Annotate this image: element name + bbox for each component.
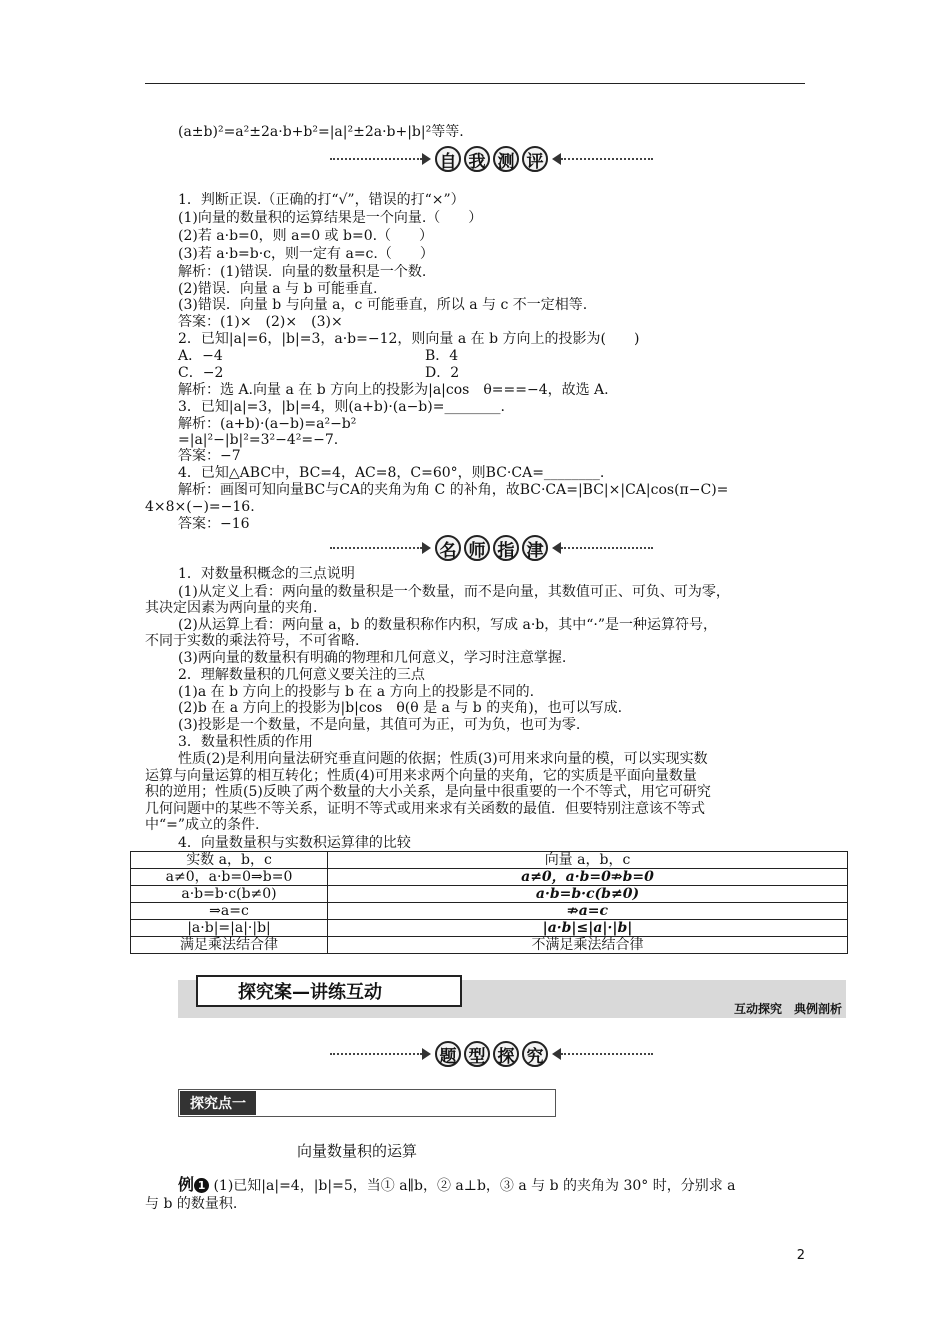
text-line: 解析：(1)错误．向量的数量积是一个数.: [178, 264, 427, 280]
arrow-left-icon: [552, 542, 561, 554]
teacher-line: (2)从运算上看：两向量 a，b 的数量积称作内积，写成 a·b，其中“·”是一种运算符号，: [178, 617, 718, 633]
banner-dots-left: [330, 547, 422, 549]
banner-char: 评: [522, 146, 548, 172]
teacher-line: 其决定因素为两向量的夹角.: [145, 600, 318, 616]
table-cell: |a·b|=|a|·|b|: [131, 920, 328, 937]
table-cell: 不满足乘法结合律: [328, 937, 848, 954]
banner-char: 题: [435, 1041, 461, 1067]
option-a: A．−4: [178, 348, 223, 364]
text-line: (2)错误．向量 a 与 b 可能垂直.: [178, 281, 378, 297]
table-cell: a≠0，a·b=0⇒b=0: [131, 869, 328, 886]
arrow-left-icon: [552, 1048, 561, 1060]
table-row: [131, 886, 848, 903]
teacher-line: (3)两向量的数量积有明确的物理和几何意义，学习时注意掌握.: [178, 650, 567, 666]
page-number: 2: [796, 1248, 805, 1263]
banner-char: 津: [522, 535, 548, 561]
text-line: 解析：选 A.向量 a 在 b 方向上的投影为|a|cos θ===−4，故选 A.: [178, 382, 609, 398]
text-line: (2)若 a·b=0，则 a=0 或 b=0.（ ）: [178, 228, 434, 244]
banner-dots-left: [330, 1053, 422, 1055]
text-line: 1．判断正误.（正确的打“√”，错误的打“×”）: [178, 192, 465, 208]
teacher-line: (2)b 在 a 方向上的投影为|b|cos θ(θ 是 a 与 b 的夹角)，也可以写成.: [178, 700, 623, 716]
point-title: 向量数量积的运算: [297, 1142, 418, 1160]
teacher-line: 4．向量数量积与实数积运算律的比较: [178, 835, 411, 851]
banner-dots-right: [561, 158, 653, 160]
table-header: 实数 a，b，c: [131, 852, 328, 869]
example-text: (1)已知|a|=4，|b|=5，当① a∥b，② a⊥b，③ a 与 b 的夹角为 30° 时，分别求 a: [213, 1178, 736, 1194]
teacher-line: 中“=”成立的条件.: [145, 817, 260, 833]
text-line: (3)错误．向量 b 与向量 a，c 可能垂直，所以 a 与 c 不一定相等.: [178, 297, 588, 313]
table-cell: ⇏a=c: [328, 903, 848, 920]
text-line: 4．已知△ABC中，BC=4，AC=8，C=60°，则BC·CA=________.: [178, 465, 605, 481]
table-cell: |a·b|≤|a|·|b|: [328, 920, 848, 937]
banner-dots-right: [561, 547, 653, 549]
teacher-line: 积的逆用；性质(5)反映了两个数量的大小关系，是向量中很重要的一个不等式，用它可研究: [145, 784, 711, 800]
table-row: [131, 903, 848, 920]
teacher-line: 1．对数量积概念的三点说明: [178, 566, 355, 582]
table-cell: a·b=b·c(b≠0): [131, 886, 328, 903]
example-line: [178, 1177, 736, 1194]
section-subtitle: 互动探究 典例剖析: [733, 1002, 842, 1016]
option-b: B．4: [425, 348, 459, 364]
table-header: 向量 a，b，c: [328, 852, 848, 869]
banner-char: 自: [435, 146, 461, 172]
text-line: (1)向量的数量积的运算结果是一个向量.（ ）: [178, 210, 483, 226]
teacher-line: 3．数量积性质的作用: [178, 734, 313, 750]
table-row: [131, 920, 848, 937]
table-cell: 满足乘法结合律: [131, 937, 328, 954]
banner-types: [330, 1039, 653, 1069]
section-title: 探究案—讲练互动: [196, 975, 462, 1007]
arrow-left-icon: [552, 153, 561, 165]
text-line: 4×8×(−)=−16.: [145, 499, 255, 515]
table-cell: a≠0，a·b=0⇏b=0: [328, 869, 848, 886]
banner-char: 探: [493, 1041, 519, 1067]
example-number-icon: 1: [194, 1178, 209, 1193]
comparison-table: [130, 851, 848, 954]
table-row: [131, 869, 848, 886]
option-c: C．−2: [178, 365, 224, 381]
text-line: 答案：−7: [178, 448, 241, 464]
banner-char: 师: [464, 535, 490, 561]
text-line: 2．已知|a|=6，|b|=3，a·b=−12，则向量 a 在 b 方向上的投影为( ): [178, 331, 640, 347]
banner-self-test: [330, 144, 653, 174]
arrow-right-icon: [422, 542, 431, 554]
table-cell: a·b=b·c(b≠0): [328, 886, 848, 903]
text-line: 解析：画图可知向量BC与CA的夹角为角 C 的补角，故BC·CA=|BC|×|CA|cos(π−C)=: [178, 482, 729, 498]
teacher-line: 运算与向量运算的相互转化；性质(4)可用来求两个向量的夹角，它的实质是平面向量数量: [145, 768, 697, 784]
example-line-2: 与 b 的数量积.: [145, 1196, 238, 1212]
banner-dots-left: [330, 158, 422, 160]
text-line: (3)若 a·b=b·c，则一定有 a=c.（ ）: [178, 246, 434, 262]
teacher-line: 2．理解数量积的几何意义要关注的三点: [178, 667, 425, 683]
banner-char: 究: [522, 1041, 548, 1067]
banner-teacher: [330, 533, 653, 563]
point-label: 探究点一: [180, 1091, 256, 1115]
teacher-line: 几何问题中的某些不等关系，证明不等式或用来求有关函数的最值．但要特别注意该不等式: [145, 801, 705, 817]
text-line: 答案：−16: [178, 516, 250, 532]
banner-char: 我: [464, 146, 490, 172]
arrow-right-icon: [422, 1048, 431, 1060]
arrow-right-icon: [422, 153, 431, 165]
text-line: 3．已知|a|=3，|b|=4，则(a+b)·(a−b)=________.: [178, 399, 505, 415]
teacher-line: (1)从定义上看：两向量的数量积是一个数量，而不是向量，其数值可正、可负、可为零，: [178, 584, 730, 600]
table-header-row: [131, 852, 848, 869]
header-rule: [145, 83, 805, 84]
table-row: [131, 937, 848, 954]
banner-char: 名: [435, 535, 461, 561]
text-line: =|a|²−|b|²=3²−4²=−7.: [178, 432, 339, 448]
banner-dots-right: [561, 1053, 653, 1055]
option-d: D．2: [425, 365, 460, 381]
text-line: 答案：(1)× (2)× (3)×: [178, 314, 343, 330]
banner-char: 型: [464, 1041, 490, 1067]
teacher-line: (1)a 在 b 方向上的投影与 b 在 a 方向上的投影是不同的.: [178, 684, 535, 700]
teacher-line: (3)投影是一个数量，不是向量，其值可为正，可为负，也可为零.: [178, 717, 581, 733]
banner-char: 测: [493, 146, 519, 172]
table-cell: ⇒a=c: [131, 903, 328, 920]
text-line: 解析：(a+b)·(a−b)=a²−b²: [178, 416, 357, 432]
teacher-line: 不同于实数的乘法符号，不可省略.: [145, 633, 360, 649]
teacher-line: 性质(2)是利用向量法研究垂直问题的依据；性质(3)可用来求向量的模，可以实现实数: [178, 751, 708, 767]
banner-char: 指: [493, 535, 519, 561]
point-box: [178, 1089, 556, 1117]
example-word: 例: [178, 1175, 195, 1194]
formula-line: (a±b)²=a²±2a·b+b²=|a|²±2a·b+|b|²等等.: [178, 124, 464, 140]
